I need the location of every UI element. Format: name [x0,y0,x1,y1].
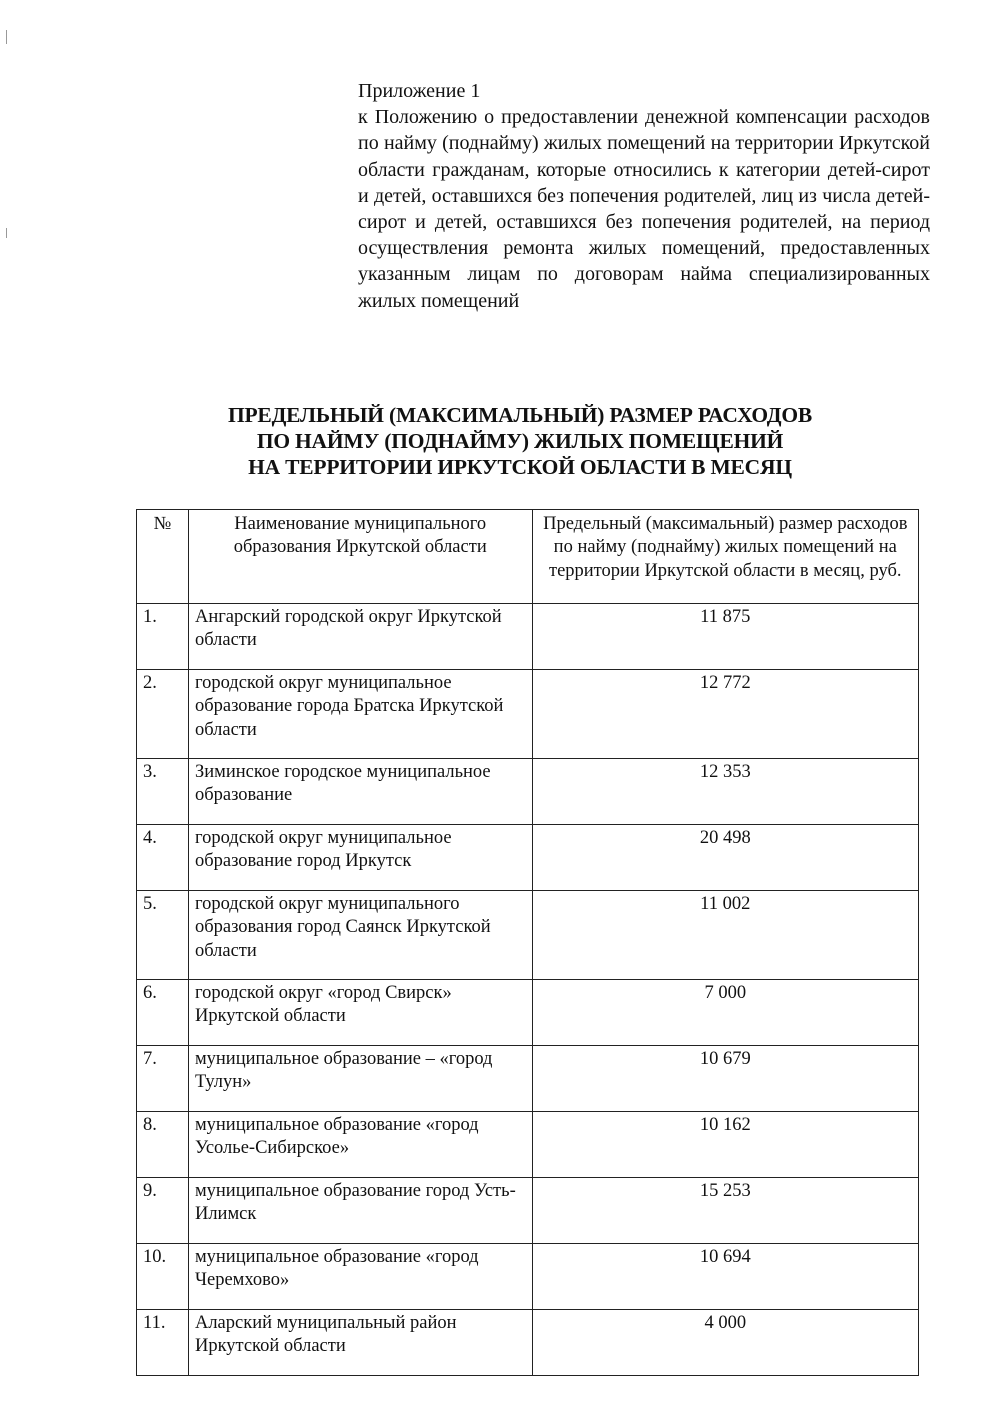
row-municipality: городской округ «город Свирск» Иркутской области [188,980,532,1046]
row-municipality: городской округ муниципальное образование города Братска Иркутской области [188,670,532,759]
row-amount: 20 498 [532,825,918,891]
row-amount: 10 694 [532,1244,918,1310]
scan-artifact [6,30,7,44]
appendix-header [358,78,930,314]
row-number: 9. [137,1178,189,1244]
title-line: ПО НАЙМУ (ПОДНАЙМУ) ЖИЛЫХ ПОМЕЩЕНИЙ [256,429,784,453]
table-header-row [137,510,919,604]
row-municipality: муниципальное образование – «город Тулун» [188,1046,532,1112]
row-amount: 10 162 [532,1112,918,1178]
table-row [137,1112,919,1178]
row-municipality: муниципальное образование «город Усолье-Сибирское» [188,1112,532,1178]
row-amount: 11 875 [532,604,918,670]
row-amount: 4 000 [532,1310,918,1376]
table-row [137,604,919,670]
row-number: 5. [137,891,189,980]
row-number: 3. [137,759,189,825]
table-row [137,825,919,891]
row-municipality: муниципальное образование город Усть-Илимск [188,1178,532,1244]
header-number: № [137,510,189,604]
table-row [137,1310,919,1376]
row-amount: 10 679 [532,1046,918,1112]
row-municipality: Зиминское городское муниципальное образование [188,759,532,825]
row-amount: 11 002 [532,891,918,980]
row-municipality: городской округ муниципальное образование город Иркутск [188,825,532,891]
row-number: 1. [137,604,189,670]
table-row [137,670,919,759]
row-municipality: муниципальное образование «город Черемхово» [188,1244,532,1310]
row-number: 8. [137,1112,189,1178]
row-amount: 12 772 [532,670,918,759]
row-amount: 12 353 [532,759,918,825]
appendix-label: Приложение 1 [358,80,481,102]
row-number: 7. [137,1046,189,1112]
row-number: 4. [137,825,189,891]
appendix-reference-text: к Положению о предоставлении денежной компенсации расходов по найму (поднайму) жилых помещений на территории Иркутской области гражданам, которые относились к категории детей-сирот и детей, оставшихся без попечения родителей, лиц из числа детей-сирот и детей, оставшихся без попечения родителей, на период осуществления ремонта жилых помещений, предоставленных указанным лицам по договорам найма специализированных жилых помещений [358,106,930,312]
header-max-amount: Предельный (максимальный) размер расходов по найму (поднайму) жилых помещений на территории Иркутской области в месяц, руб. [532,510,918,604]
table-row [137,891,919,980]
row-amount: 15 253 [532,1178,918,1244]
document-title [150,402,890,480]
scan-artifact [6,228,7,238]
title-line: ПРЕДЕЛЬНЫЙ (МАКСИМАЛЬНЫЙ) РАЗМЕР РАСХОДОВ [227,403,813,427]
header-municipality: Наименование муниципального образования Иркутской области [188,510,532,604]
row-number: 10. [137,1244,189,1310]
row-municipality: Аларский муниципальный район Иркутской области [188,1310,532,1376]
row-amount: 7 000 [532,980,918,1046]
row-number: 11. [137,1310,189,1376]
table-row [137,1244,919,1310]
row-number: 6. [137,980,189,1046]
table-row [137,980,919,1046]
table-row [137,1046,919,1112]
row-municipality: Ангарский городской округ Иркутской области [188,604,532,670]
rates-table [136,509,919,1376]
title-line: НА ТЕРРИТОРИИ ИРКУТСКОЙ ОБЛАСТИ В МЕСЯЦ [248,455,792,479]
table-row [137,759,919,825]
table-row [137,1178,919,1244]
row-number: 2. [137,670,189,759]
row-municipality: городской округ муниципального образования город Саянск Иркутской области [188,891,532,980]
